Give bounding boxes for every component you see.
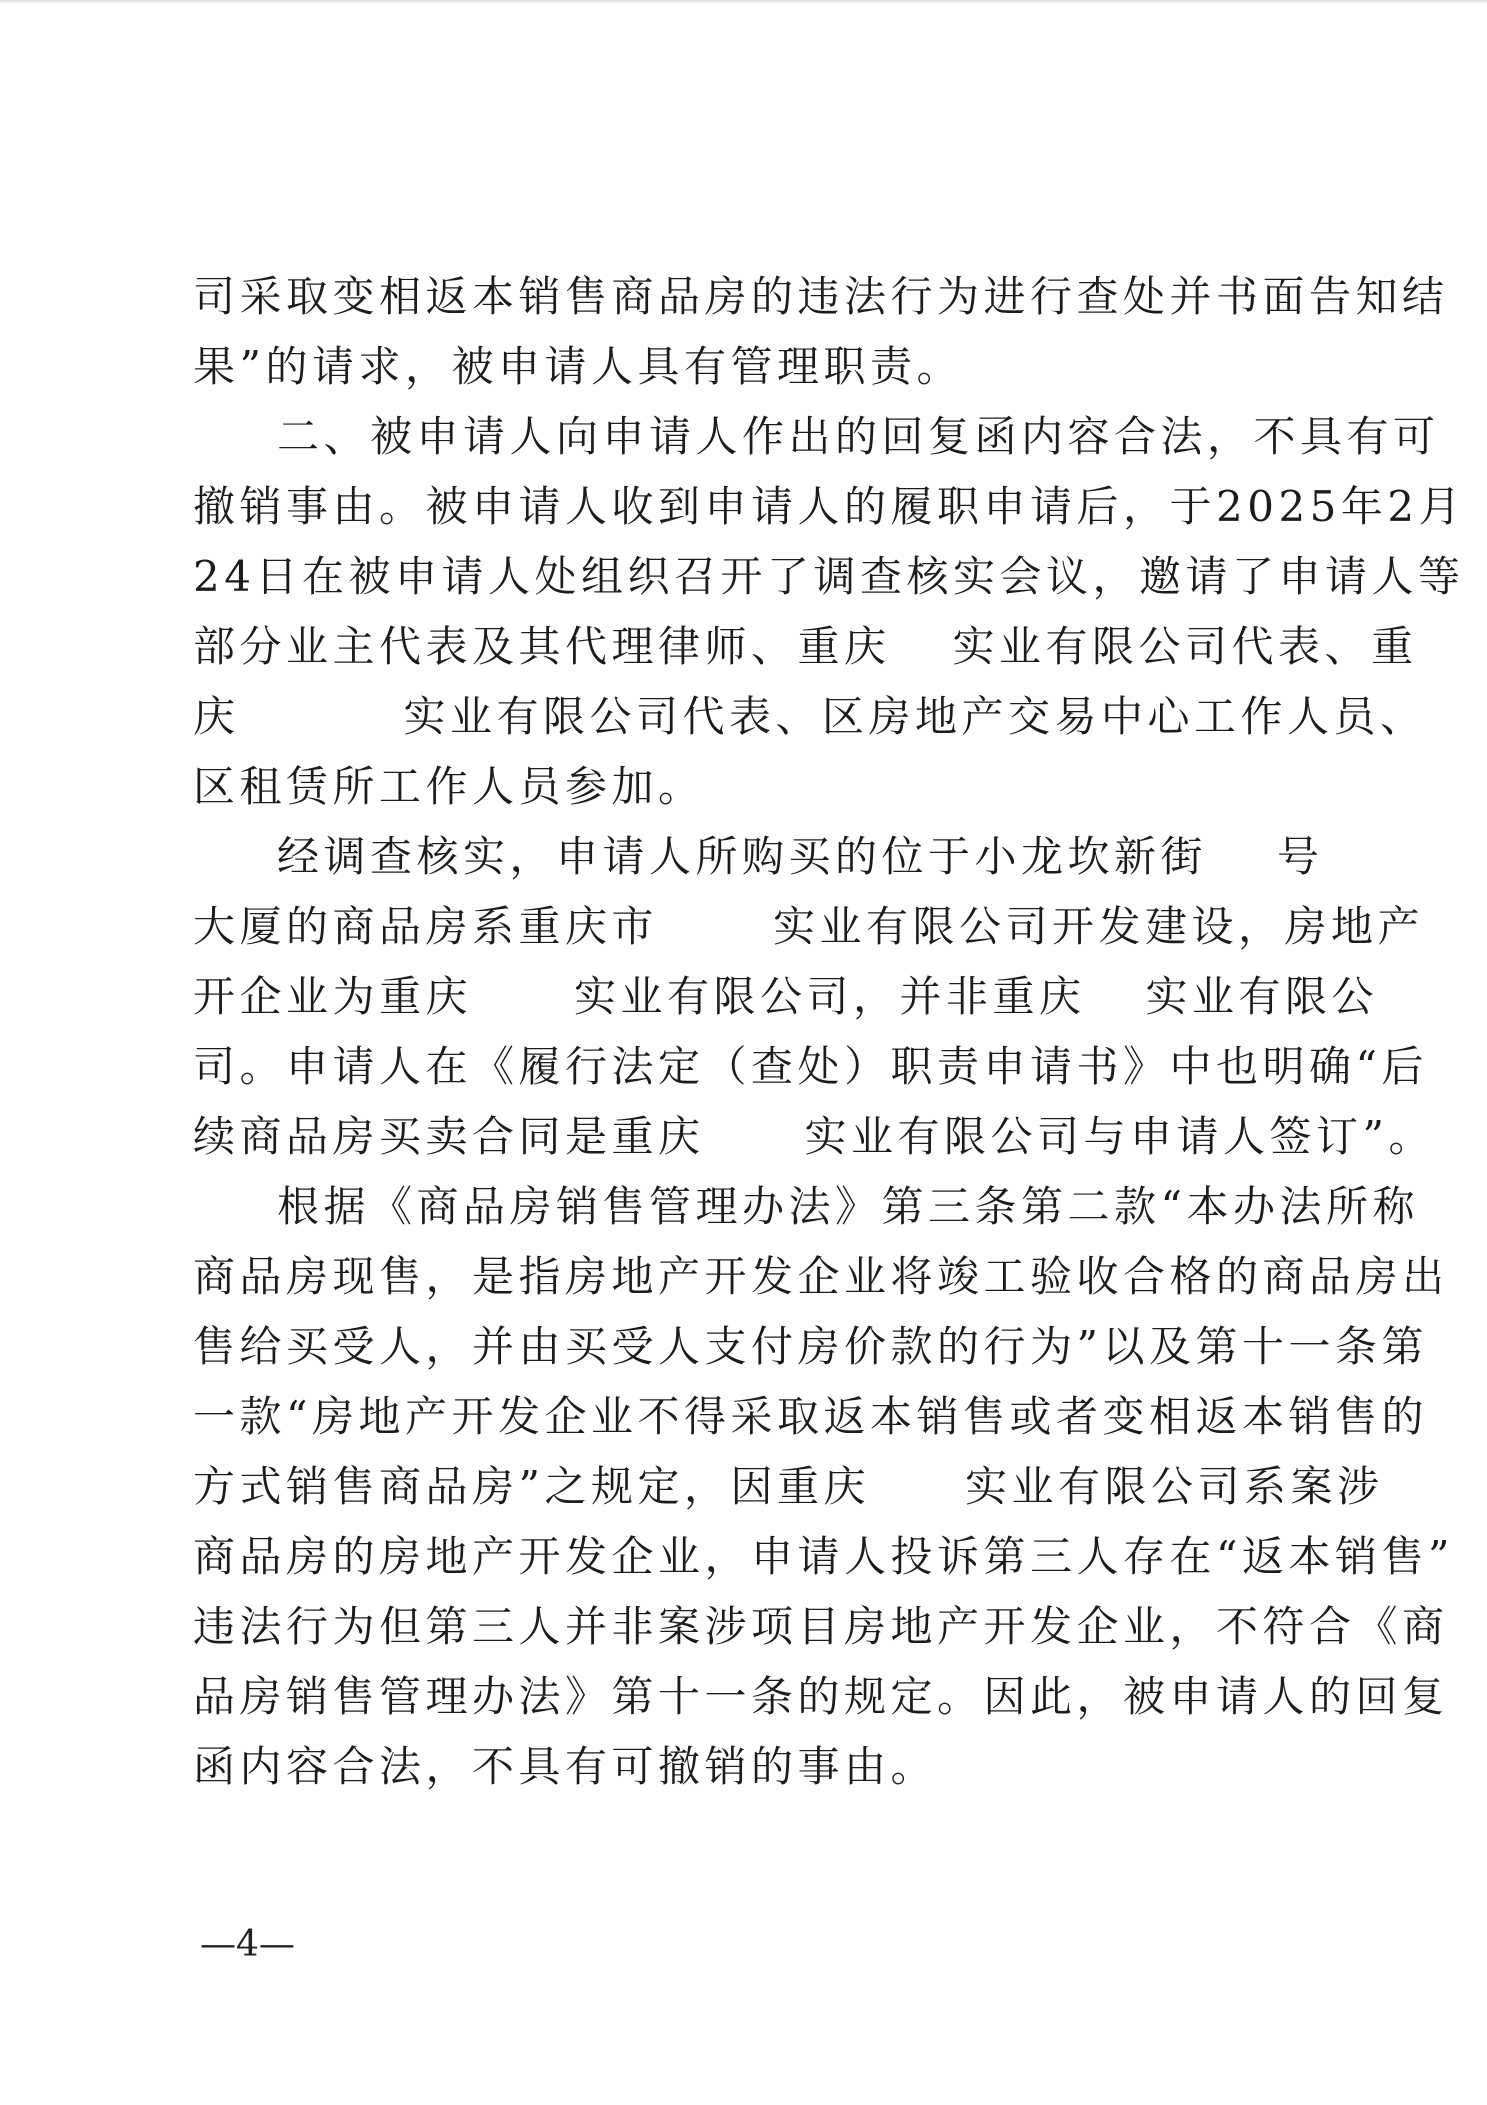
text-line xyxy=(193,542,1465,612)
text-line xyxy=(193,1452,1384,1522)
text-line xyxy=(193,1592,1449,1662)
text-run: 撤销事由。被申请人收到申请人的履职申请后，于2025年2月 xyxy=(193,482,1466,531)
text-run: 司。申请人在《履行法定（查处）职责申请书》中也明确“后 xyxy=(193,1042,1428,1091)
text-run: 实业有限公司系案涉 xyxy=(964,1462,1384,1511)
text-run: 区租赁所工作人员参加。 xyxy=(193,762,705,811)
text-line xyxy=(193,892,1425,962)
text-run: 部分业主代表及其代理律师、重庆 xyxy=(193,622,891,671)
text-line xyxy=(193,1732,1303,1802)
text-run: 24日在被申请人处组织召开了调查核实会议，邀请了申请人等 xyxy=(193,552,1465,601)
text-run: 根据《商品房销售管理办法》第三条第二款“本办法所称 xyxy=(277,1182,1419,1231)
text-line xyxy=(193,962,1379,1032)
text-line xyxy=(193,1662,1449,1732)
text-line xyxy=(193,682,1427,752)
text-run: 实业有限公 xyxy=(1145,972,1379,1021)
text-run: 果”的请求，被申请人具有管理职责。 xyxy=(193,342,963,391)
text-run: 续商品房买卖合同是重庆 xyxy=(193,1112,705,1161)
scan-top-edge xyxy=(0,0,1487,4)
paragraph-first-line xyxy=(193,402,1440,472)
text-run: 号 xyxy=(1277,832,1324,881)
text-run: 违法行为但第三人并非案涉项目房地产开发企业，不符合《商 xyxy=(193,1602,1449,1651)
text-line xyxy=(193,752,1303,822)
text-run: 售给买受人，并由买受人支付房价款的行为”以及第十一条第 xyxy=(193,1322,1428,1371)
text-run: 函内容合法，不具有可撤销的事由。 xyxy=(193,1742,938,1791)
paragraph-first-line xyxy=(193,1172,1419,1242)
text-run: 实业有限公司代表、区房地产交易中心工作人员、 xyxy=(403,692,1427,741)
document-body xyxy=(193,262,1466,1802)
text-line xyxy=(193,332,1303,402)
text-line xyxy=(193,1382,1428,1452)
text-run: 庆 xyxy=(193,692,240,741)
text-run: 商品房的房地产开发企业，申请人投诉第三人存在“返本销售” xyxy=(193,1532,1454,1581)
text-line xyxy=(193,1312,1428,1382)
text-run: 实业有限公司代表、重 xyxy=(952,622,1418,671)
text-run: 司采取变相返本销售商品房的违法行为进行查处并书面告知结 xyxy=(193,272,1449,321)
text-line xyxy=(193,612,1418,682)
text-run: 实业有限公司开发建设，房地产 xyxy=(773,902,1425,951)
text-run: 实业有限公司，并非重庆 xyxy=(574,972,1086,1021)
text-run: 品房销售管理办法》第十一条的规定。因此，被申请人的回复 xyxy=(193,1672,1449,1721)
text-run: 实业有限公司与申请人签订”。 xyxy=(804,1112,1435,1161)
text-line xyxy=(193,472,1466,542)
page-number: —4— xyxy=(200,1924,295,1965)
text-line xyxy=(193,262,1449,332)
text-run: 开企业为重庆 xyxy=(193,972,473,1021)
text-run: 大厦的商品房系重庆市 xyxy=(193,902,659,951)
text-line xyxy=(193,1242,1449,1312)
text-run: 商品房现售，是指房地产开发企业将竣工验收合格的商品房出 xyxy=(193,1252,1449,1301)
text-run: 方式销售商品房”之规定，因重庆 xyxy=(193,1462,870,1511)
text-run: 二、被申请人向申请人作出的回复函内容合法，不具有可 xyxy=(277,412,1440,461)
text-line xyxy=(193,1102,1435,1172)
text-run: 经调查核实，申请人所购买的位于小龙坎新街 xyxy=(277,832,1208,881)
text-line xyxy=(193,1032,1428,1102)
text-run: 一款“房地产开发企业不得采取返本销售或者变相返本销售的 xyxy=(193,1392,1428,1441)
text-line xyxy=(193,1522,1454,1592)
paragraph-first-line xyxy=(193,822,1324,892)
